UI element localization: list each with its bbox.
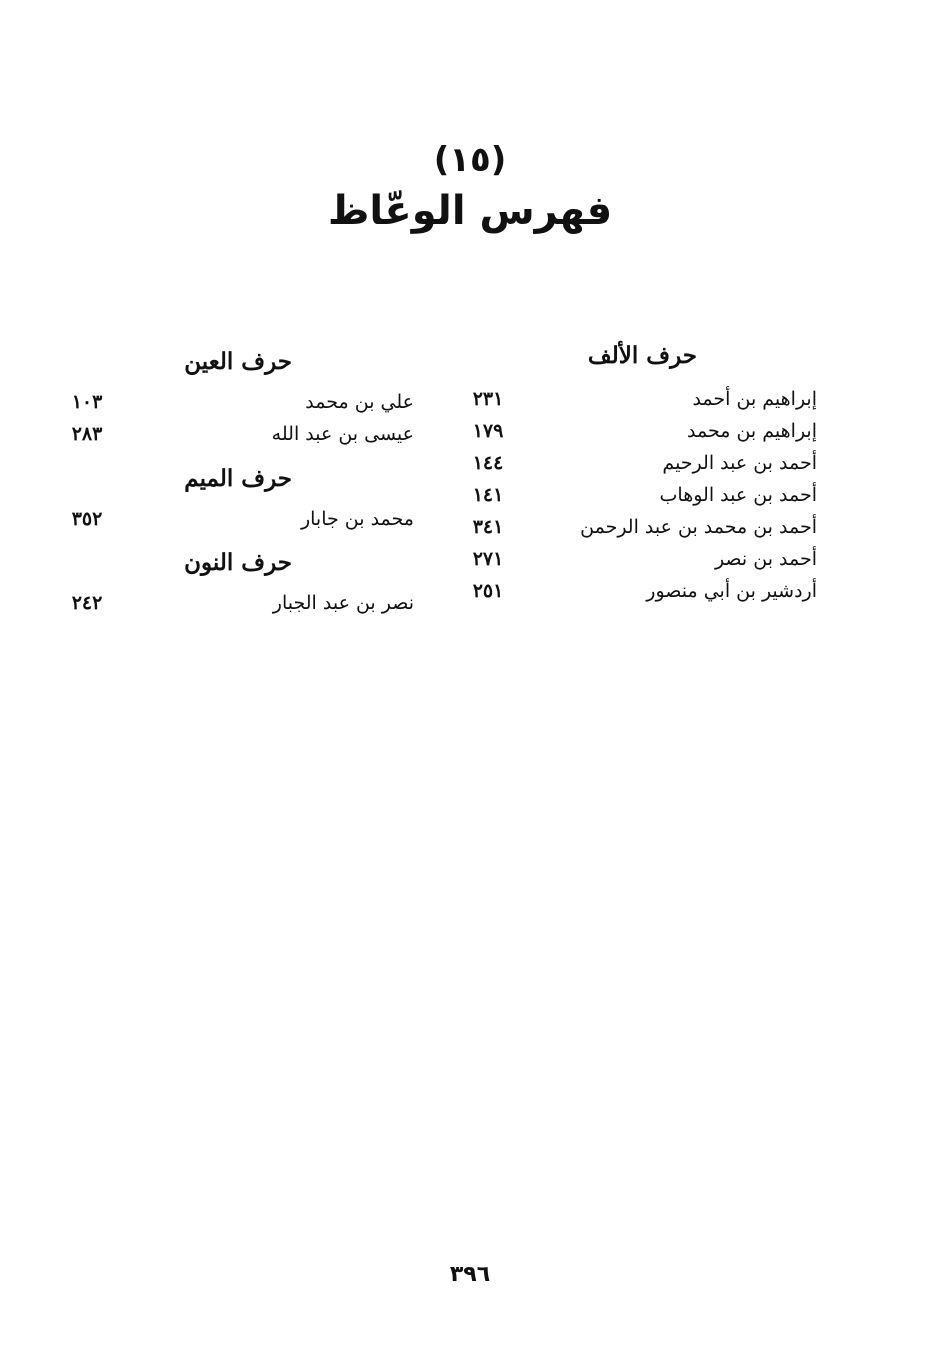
entry-page: ١٠٣ [71, 391, 103, 413]
heading-mim: حرف الميم [184, 465, 292, 492]
entry-name: نصر بن عبد الجبار [272, 592, 414, 614]
entry-name: أحمد بن عبد الرحيم [662, 452, 817, 474]
heading-alif: حرف الألف [587, 342, 697, 369]
entry-name: أحمد بن محمد بن عبد الرحمن [580, 516, 817, 538]
entry-page: ٢٤٢ [71, 592, 103, 614]
entry-page: ٢٨٣ [71, 423, 103, 445]
heading-nun: حرف النون [184, 549, 292, 576]
entry-name: عيسى بن عبد الله [271, 423, 414, 445]
entry-page: ١٧٩ [472, 420, 504, 442]
entry-name: علي بن محمد [305, 391, 414, 413]
heading-ain: حرف العين [184, 348, 292, 375]
entry-page: ٣٤١ [472, 516, 504, 538]
entry-name: إبراهيم بن أحمد [692, 388, 817, 410]
entry-page: ٢٣١ [472, 388, 504, 410]
entry-name: أحمد بن عبد الوهاب [659, 484, 817, 506]
entry-page: ٢٧١ [472, 548, 504, 570]
entry-name: إبراهيم بن محمد [687, 420, 817, 442]
entry-name: أردشير بن أبي منصور [646, 580, 817, 602]
page-number: ٣٩٦ [449, 1262, 491, 1287]
entry-page: ١٤٤ [472, 452, 504, 474]
entry-name: محمد بن جابار [300, 508, 414, 530]
page-title: فهرس الوعّاظ [327, 188, 613, 234]
section-number: (١٥) [433, 140, 507, 180]
entry-page: ١٤١ [472, 484, 504, 506]
entry-page: ٢٥١ [472, 580, 504, 602]
entry-page: ٣٥٢ [71, 508, 103, 530]
entry-name: أحمد بن نصر [714, 548, 817, 570]
